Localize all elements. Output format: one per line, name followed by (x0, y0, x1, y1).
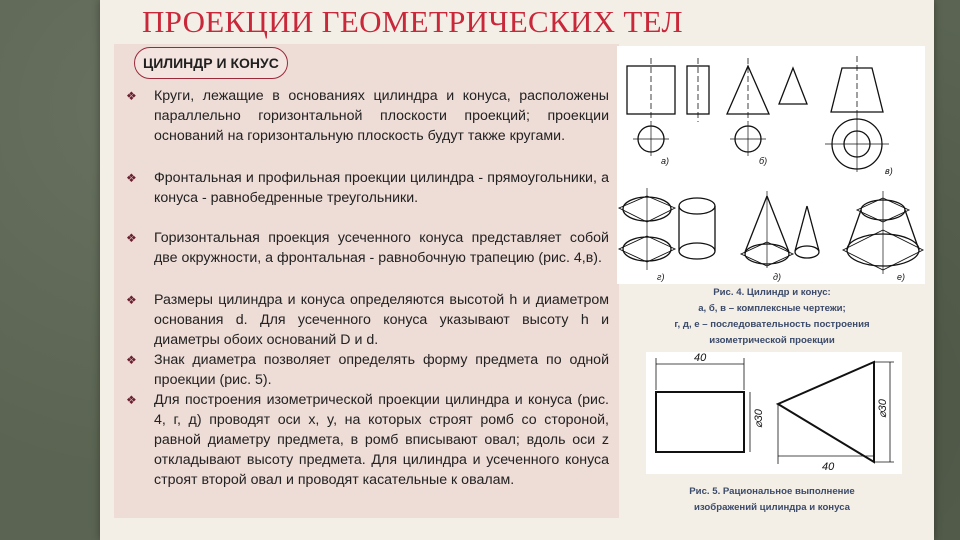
figure-5-caption (620, 484, 924, 516)
cone-orthographic-drawing (727, 58, 807, 156)
diamond-bullet-icon: ❖ (126, 89, 137, 103)
bullet-text: Знак диаметра позволяет определять форму предмета по одной проекции (рис. 5). (154, 352, 609, 388)
figure-letter: а) (661, 156, 670, 166)
dimension-label: ⌀30 (753, 409, 765, 428)
caption-line: Рис. 5. Рациональное выполнение (689, 486, 855, 497)
diamond-bullet-icon: ❖ (126, 293, 137, 307)
isometric-cylinder-steps-drawing (619, 188, 715, 270)
figure-letter: в) (885, 166, 893, 176)
diamond-bullet-icon: ❖ (126, 353, 137, 367)
slide-title: ПРОЕКЦИИ ГЕОМЕТРИЧЕСКИХ ТЕЛ (142, 4, 683, 39)
figure-letter: б) (759, 156, 768, 166)
diamond-bullet-icon: ❖ (126, 231, 137, 245)
caption-line: изображений цилиндра и конуса (694, 502, 850, 513)
bullet-item (124, 290, 609, 350)
figure-letter: г) (657, 272, 665, 282)
bullet-text: Фронтальная и профильная проекции цилиндра - прямоугольники, а конуса - равнобедренные треугольники. (154, 170, 609, 206)
caption-line: а, б, в – комплексные чертежи; (698, 303, 846, 314)
bullet-item (124, 168, 609, 228)
caption-line: изометрической проекции (709, 335, 835, 346)
bullet-text: Горизонтальная проекция усеченного конуса представляет собой две окружности, а фронтальная - равнобочную трапецию (рис. 4,в). (154, 230, 609, 266)
isometric-truncated-cone-drawing (843, 191, 923, 274)
dimension-label: 40 (822, 461, 835, 473)
bullet-item (124, 350, 609, 390)
dimension-label: ⌀30 (877, 399, 889, 418)
dimension-label: 40 (694, 352, 707, 364)
slide (100, 0, 934, 540)
figure-4-caption (620, 285, 924, 349)
cylinder-orthographic-drawing (627, 58, 709, 156)
bullet-item (124, 86, 609, 168)
bullet-text: Круги, лежащие в основаниях цилиндра и конуса, расположены параллельно горизонтальной плоскости проекций; проекции оснований на горизонтальную плоскость будут также кругами. (154, 88, 609, 144)
diamond-bullet-icon: ❖ (126, 393, 137, 407)
bullet-text: Для построения изометрической проекции цилиндра и конуса (рис. 4, г, д) проводят оси x, y, на которых строят ромб со стороной, равной диаметру предмета, в ромб вписывают овал; вдоль оси z откладывают высоту предмета. Для цилиндра и усеченного конуса строят второй овал и проводят касательные к овалам. (154, 392, 609, 488)
truncated-cone-orthographic-drawing (825, 56, 889, 172)
caption-line: Рис. 4. Цилиндр и конус: (713, 287, 831, 298)
diamond-bullet-icon: ❖ (126, 171, 137, 185)
figure-letter: д) (773, 272, 781, 282)
bullet-item (124, 228, 609, 290)
caption-line: г, д, е – последовательность построения (674, 319, 870, 330)
text-panel (114, 44, 619, 518)
subtitle-badge: ЦИЛИНДР И КОНУС (134, 47, 288, 79)
figure-4-drawing (617, 46, 925, 284)
bullet-item (124, 390, 609, 510)
bullet-text: Размеры цилиндра и конуса определяются высотой h и диаметром основания d. Для усеченного конуса указывают высоту h и диаметры обоих оснований D и d. (154, 292, 609, 348)
bullet-list (124, 86, 609, 510)
figure-letter: е) (897, 272, 906, 282)
figure-5-drawing (646, 352, 902, 474)
cylinder-side-view-drawing (656, 358, 750, 452)
isometric-cone-steps-drawing (741, 191, 819, 268)
